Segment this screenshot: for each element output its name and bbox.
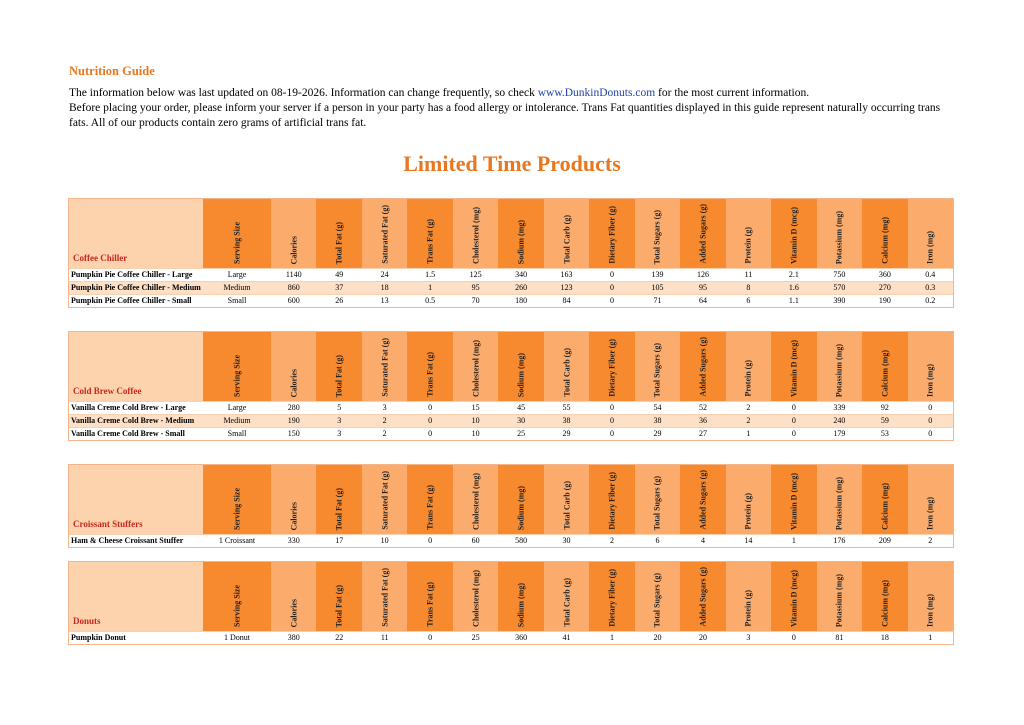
table-cell: 179 bbox=[833, 429, 846, 438]
col-header-dietary-fiber: Dietary Fiber (g) bbox=[589, 562, 634, 631]
table-cell: 209 bbox=[878, 536, 891, 545]
table-cell: 55 bbox=[562, 403, 571, 412]
table-cell: 3 bbox=[337, 429, 342, 438]
table-cell: 24 bbox=[380, 270, 389, 279]
section-label bbox=[69, 562, 203, 631]
table-row bbox=[69, 534, 953, 547]
table-cell: Large bbox=[227, 270, 247, 279]
section-label bbox=[69, 465, 203, 534]
table-cell: 38 bbox=[653, 416, 662, 425]
col-header-calories: Calories bbox=[271, 332, 316, 401]
table-cell: 14 bbox=[744, 536, 753, 545]
table-cell: 1.1 bbox=[788, 296, 799, 305]
section-name: Donuts bbox=[73, 616, 101, 626]
table-cell: 30 bbox=[562, 536, 571, 545]
col-header-saturated-fat: Saturated Fat (g) bbox=[362, 562, 407, 631]
website-link[interactable]: www.DunkinDonuts.com bbox=[537, 87, 656, 99]
table-cell: 163 bbox=[560, 270, 573, 279]
table-cell: 30 bbox=[517, 416, 526, 425]
col-header-sodium: Sodium (mg) bbox=[498, 562, 543, 631]
item-name: Pumpkin Pie Coffee Chiller - Small bbox=[71, 296, 192, 305]
col-header-saturated-fat: Saturated Fat (g) bbox=[362, 199, 407, 268]
col-header-total-fat: Total Fat (g) bbox=[316, 199, 361, 268]
table-cell: 260 bbox=[515, 283, 528, 292]
item-name: Vanilla Creme Cold Brew - Small bbox=[71, 429, 185, 438]
table-cell: Large bbox=[227, 403, 247, 412]
table-row bbox=[69, 414, 953, 427]
table-cell: 0 bbox=[610, 270, 615, 279]
table-cell: 49 bbox=[335, 270, 344, 279]
section-name: Coffee Chiller bbox=[73, 253, 128, 263]
intro-text bbox=[69, 86, 949, 131]
table-cell: 5 bbox=[337, 403, 342, 412]
section-header bbox=[69, 465, 953, 534]
col-header-vitamin-d: Vitamin D (mcg) bbox=[771, 199, 816, 268]
col-header-saturated-fat: Saturated Fat (g) bbox=[362, 465, 407, 534]
table-cell: 360 bbox=[878, 270, 891, 279]
table-cell: 0 bbox=[610, 416, 615, 425]
table-row bbox=[69, 401, 953, 414]
section-croissant-stuffers bbox=[68, 464, 954, 548]
col-header-calcium: Calcium (mg) bbox=[862, 562, 907, 631]
table-cell: 18 bbox=[880, 633, 889, 642]
table-cell: 20 bbox=[698, 633, 707, 642]
table-cell: 340 bbox=[515, 270, 528, 279]
section-coffee-chiller bbox=[68, 198, 954, 308]
table-cell: 36 bbox=[698, 416, 707, 425]
table-cell: Small bbox=[227, 296, 247, 305]
table-cell: 3 bbox=[382, 403, 387, 412]
table-cell: 339 bbox=[833, 403, 846, 412]
table-row bbox=[69, 427, 953, 440]
col-header-trans-fat: Trans Fat (g) bbox=[407, 332, 452, 401]
table-cell: 380 bbox=[287, 633, 300, 642]
table-cell: 270 bbox=[878, 283, 891, 292]
table-cell: 1140 bbox=[285, 270, 302, 279]
table-cell: 1 Donut bbox=[224, 633, 250, 642]
table-cell: 37 bbox=[335, 283, 344, 292]
table-cell: 2 bbox=[746, 403, 751, 412]
table-cell: 0 bbox=[928, 429, 933, 438]
table-cell: 41 bbox=[562, 633, 571, 642]
table-cell: 0 bbox=[791, 429, 796, 438]
col-header-added-sugars: Added Sugars (g) bbox=[680, 199, 725, 268]
table-cell: 52 bbox=[698, 403, 707, 412]
table-cell: 26 bbox=[335, 296, 344, 305]
table-cell: 0.4 bbox=[925, 270, 936, 279]
section-header bbox=[69, 332, 953, 401]
table-cell: 6 bbox=[746, 296, 751, 305]
table-cell: 81 bbox=[835, 633, 844, 642]
col-header-dietary-fiber: Dietary Fiber (g) bbox=[589, 332, 634, 401]
col-header-total-carb: Total Carb (g) bbox=[544, 199, 589, 268]
col-header-calories: Calories bbox=[271, 199, 316, 268]
table-cell: 92 bbox=[880, 403, 889, 412]
section-name: Cold Brew Coffee bbox=[73, 386, 142, 396]
table-cell: 60 bbox=[471, 536, 480, 545]
table-cell: 45 bbox=[517, 403, 526, 412]
guide-title: Nutrition Guide bbox=[69, 64, 155, 78]
col-header-trans-fat: Trans Fat (g) bbox=[407, 199, 452, 268]
section-header bbox=[69, 199, 953, 268]
col-header-protein: Protein (g) bbox=[726, 562, 771, 631]
table-cell: 190 bbox=[287, 416, 300, 425]
intro-line-2: Before placing your order, please inform your server if a person in your party has a food allergy or intolerance. Trans Fat quantities displayed in this guide represent naturally occurring trans fats. All of our products contain zero grams of artificial trans fat. bbox=[69, 102, 941, 129]
table-cell: 8 bbox=[746, 283, 751, 292]
table-cell: 180 bbox=[515, 296, 528, 305]
table-row bbox=[69, 631, 953, 644]
col-header-potassium: Potassium (mg) bbox=[817, 332, 862, 401]
col-header-total-carb: Total Carb (g) bbox=[544, 562, 589, 631]
table-cell: 38 bbox=[562, 416, 571, 425]
table-cell: 330 bbox=[287, 536, 300, 545]
item-name: Ham & Cheese Croissant Stuffer bbox=[71, 536, 184, 545]
col-header-protein: Protein (g) bbox=[726, 465, 771, 534]
table-cell: 150 bbox=[287, 429, 300, 438]
section-label bbox=[69, 332, 203, 401]
table-cell: 0 bbox=[791, 633, 796, 642]
col-header-iron: Iron (mg) bbox=[908, 465, 953, 534]
table-cell: 1 bbox=[928, 633, 933, 642]
col-header-total-sugars: Total Sugars (g) bbox=[635, 332, 680, 401]
table-cell: 0 bbox=[428, 633, 433, 642]
table-cell: Medium bbox=[223, 416, 251, 425]
item-name: Vanilla Creme Cold Brew - Large bbox=[71, 403, 186, 412]
table-cell: 29 bbox=[653, 429, 662, 438]
col-header-serving-size: Serving Size bbox=[203, 332, 271, 401]
table-cell: 2 bbox=[382, 429, 387, 438]
table-cell: 71 bbox=[653, 296, 662, 305]
col-header-sodium: Sodium (mg) bbox=[498, 465, 543, 534]
table-cell: 2 bbox=[928, 536, 933, 545]
col-header-serving-size: Serving Size bbox=[203, 199, 271, 268]
item-name: Pumpkin Donut bbox=[71, 633, 126, 642]
table-cell: 15 bbox=[471, 403, 480, 412]
table-cell: 0 bbox=[428, 429, 433, 438]
col-header-cholesterol: Cholesterol (mg) bbox=[453, 465, 498, 534]
col-header-total-fat: Total Fat (g) bbox=[316, 562, 361, 631]
page-heading: Limited Time Products bbox=[403, 151, 621, 176]
table-cell: 2 bbox=[610, 536, 615, 545]
table-cell: 54 bbox=[653, 403, 662, 412]
col-header-serving-size: Serving Size bbox=[203, 465, 271, 534]
table-cell: 0 bbox=[428, 416, 433, 425]
table-cell: 2 bbox=[746, 416, 751, 425]
col-header-calcium: Calcium (mg) bbox=[862, 332, 907, 401]
col-header-trans-fat: Trans Fat (g) bbox=[407, 562, 452, 631]
table-cell: 64 bbox=[698, 296, 707, 305]
table-row bbox=[69, 268, 953, 281]
col-header-vitamin-d: Vitamin D (mcg) bbox=[771, 465, 816, 534]
col-header-iron: Iron (mg) bbox=[908, 332, 953, 401]
intro-line-1-post: for the most current information. bbox=[655, 87, 810, 99]
table-cell: 0 bbox=[428, 403, 433, 412]
table-cell: 3 bbox=[337, 416, 342, 425]
table-cell: 18 bbox=[380, 283, 389, 292]
table-cell: 580 bbox=[515, 536, 528, 545]
col-header-vitamin-d: Vitamin D (mcg) bbox=[771, 332, 816, 401]
col-header-serving-size: Serving Size bbox=[203, 562, 271, 631]
col-header-dietary-fiber: Dietary Fiber (g) bbox=[589, 465, 634, 534]
table-cell: 4 bbox=[700, 536, 705, 545]
table-cell: 0 bbox=[928, 416, 933, 425]
table-cell: 59 bbox=[880, 416, 889, 425]
col-header-potassium: Potassium (mg) bbox=[817, 199, 862, 268]
table-cell: 6 bbox=[655, 536, 660, 545]
table-cell: 240 bbox=[833, 416, 846, 425]
table-cell: Medium bbox=[223, 283, 251, 292]
table-cell: 360 bbox=[515, 633, 528, 642]
table-cell: 1 bbox=[746, 429, 751, 438]
col-header-calories: Calories bbox=[271, 562, 316, 631]
intro-line-1 bbox=[69, 86, 949, 101]
table-cell: 0 bbox=[928, 403, 933, 412]
table-cell: 126 bbox=[696, 270, 709, 279]
intro-line-1-pre: The information below was last updated on 08-19-2026. Information can change frequently, so check bbox=[69, 87, 538, 99]
section-header bbox=[69, 562, 953, 631]
table-cell: 0 bbox=[610, 296, 615, 305]
table-cell: 1 Croissant bbox=[218, 536, 256, 545]
section-donuts bbox=[68, 561, 954, 645]
table-cell: 10 bbox=[471, 416, 480, 425]
table-cell: 0 bbox=[428, 536, 433, 545]
table-cell: 20 bbox=[653, 633, 662, 642]
table-row bbox=[69, 281, 953, 294]
table-cell: 0 bbox=[610, 283, 615, 292]
table-cell: 95 bbox=[471, 283, 480, 292]
table-cell: 95 bbox=[698, 283, 707, 292]
table-cell: 13 bbox=[380, 296, 389, 305]
table-row bbox=[69, 294, 953, 307]
col-header-total-sugars: Total Sugars (g) bbox=[635, 199, 680, 268]
col-header-total-sugars: Total Sugars (g) bbox=[635, 562, 680, 631]
col-header-protein: Protein (g) bbox=[726, 332, 771, 401]
col-header-total-fat: Total Fat (g) bbox=[316, 465, 361, 534]
col-header-potassium: Potassium (mg) bbox=[817, 562, 862, 631]
col-header-total-carb: Total Carb (g) bbox=[544, 332, 589, 401]
table-cell: 280 bbox=[287, 403, 300, 412]
col-header-cholesterol: Cholesterol (mg) bbox=[453, 332, 498, 401]
col-header-potassium: Potassium (mg) bbox=[817, 465, 862, 534]
table-cell: 1.6 bbox=[788, 283, 799, 292]
item-name: Vanilla Creme Cold Brew - Medium bbox=[71, 416, 195, 425]
col-header-sodium: Sodium (mg) bbox=[498, 332, 543, 401]
col-header-calcium: Calcium (mg) bbox=[862, 199, 907, 268]
col-header-added-sugars: Added Sugars (g) bbox=[680, 465, 725, 534]
table-cell: 390 bbox=[833, 296, 846, 305]
table-cell: 123 bbox=[560, 283, 573, 292]
col-header-added-sugars: Added Sugars (g) bbox=[680, 332, 725, 401]
table-cell: 105 bbox=[651, 283, 664, 292]
table-cell: 750 bbox=[833, 270, 846, 279]
col-header-added-sugars: Added Sugars (g) bbox=[680, 562, 725, 631]
table-cell: 0.5 bbox=[425, 296, 436, 305]
col-header-total-fat: Total Fat (g) bbox=[316, 332, 361, 401]
table-cell: 10 bbox=[380, 536, 389, 545]
col-header-cholesterol: Cholesterol (mg) bbox=[453, 562, 498, 631]
table-cell: 11 bbox=[744, 270, 753, 279]
col-header-trans-fat: Trans Fat (g) bbox=[407, 465, 452, 534]
table-cell: 84 bbox=[562, 296, 571, 305]
col-header-calcium: Calcium (mg) bbox=[862, 465, 907, 534]
table-cell: 0.3 bbox=[925, 283, 936, 292]
table-cell: 0 bbox=[791, 416, 796, 425]
table-cell: 10 bbox=[471, 429, 480, 438]
col-header-iron: Iron (mg) bbox=[908, 562, 953, 631]
table-cell: 53 bbox=[880, 429, 889, 438]
item-name: Pumpkin Pie Coffee Chiller - Medium bbox=[71, 283, 201, 292]
table-cell: 0.2 bbox=[925, 296, 936, 305]
table-cell: 0 bbox=[791, 403, 796, 412]
table-cell: 570 bbox=[833, 283, 846, 292]
col-header-saturated-fat: Saturated Fat (g) bbox=[362, 332, 407, 401]
table-cell: 1 bbox=[428, 283, 433, 292]
col-header-total-carb: Total Carb (g) bbox=[544, 465, 589, 534]
table-cell: 176 bbox=[833, 536, 846, 545]
table-cell: 3 bbox=[746, 633, 751, 642]
table-cell: 22 bbox=[335, 633, 344, 642]
table-cell: 17 bbox=[335, 536, 344, 545]
table-cell: Small bbox=[227, 429, 247, 438]
col-header-total-sugars: Total Sugars (g) bbox=[635, 465, 680, 534]
table-cell: 0 bbox=[610, 429, 615, 438]
table-cell: 0 bbox=[610, 403, 615, 412]
section-cold-brew-coffee bbox=[68, 331, 954, 441]
table-cell: 2.1 bbox=[788, 270, 799, 279]
col-header-sodium: Sodium (mg) bbox=[498, 199, 543, 268]
table-cell: 11 bbox=[380, 633, 389, 642]
table-cell: 1 bbox=[791, 536, 796, 545]
section-name: Croissant Stuffers bbox=[73, 519, 143, 529]
table-cell: 27 bbox=[698, 429, 707, 438]
table-cell: 2 bbox=[382, 416, 387, 425]
table-cell: 70 bbox=[471, 296, 480, 305]
table-cell: 1 bbox=[610, 633, 615, 642]
table-cell: 139 bbox=[651, 270, 664, 279]
table-cell: 29 bbox=[562, 429, 571, 438]
section-label bbox=[69, 199, 203, 268]
table-cell: 25 bbox=[517, 429, 526, 438]
col-header-dietary-fiber: Dietary Fiber (g) bbox=[589, 199, 634, 268]
col-header-vitamin-d: Vitamin D (mcg) bbox=[771, 562, 816, 631]
table-cell: 600 bbox=[287, 296, 300, 305]
item-name: Pumpkin Pie Coffee Chiller - Large bbox=[71, 270, 193, 279]
col-header-iron: Iron (mg) bbox=[908, 199, 953, 268]
col-header-protein: Protein (g) bbox=[726, 199, 771, 268]
table-cell: 25 bbox=[471, 633, 480, 642]
col-header-cholesterol: Cholesterol (mg) bbox=[453, 199, 498, 268]
table-cell: 125 bbox=[469, 270, 482, 279]
table-cell: 190 bbox=[878, 296, 891, 305]
table-cell: 860 bbox=[287, 283, 300, 292]
col-header-calories: Calories bbox=[271, 465, 316, 534]
table-cell: 1.5 bbox=[425, 270, 436, 279]
